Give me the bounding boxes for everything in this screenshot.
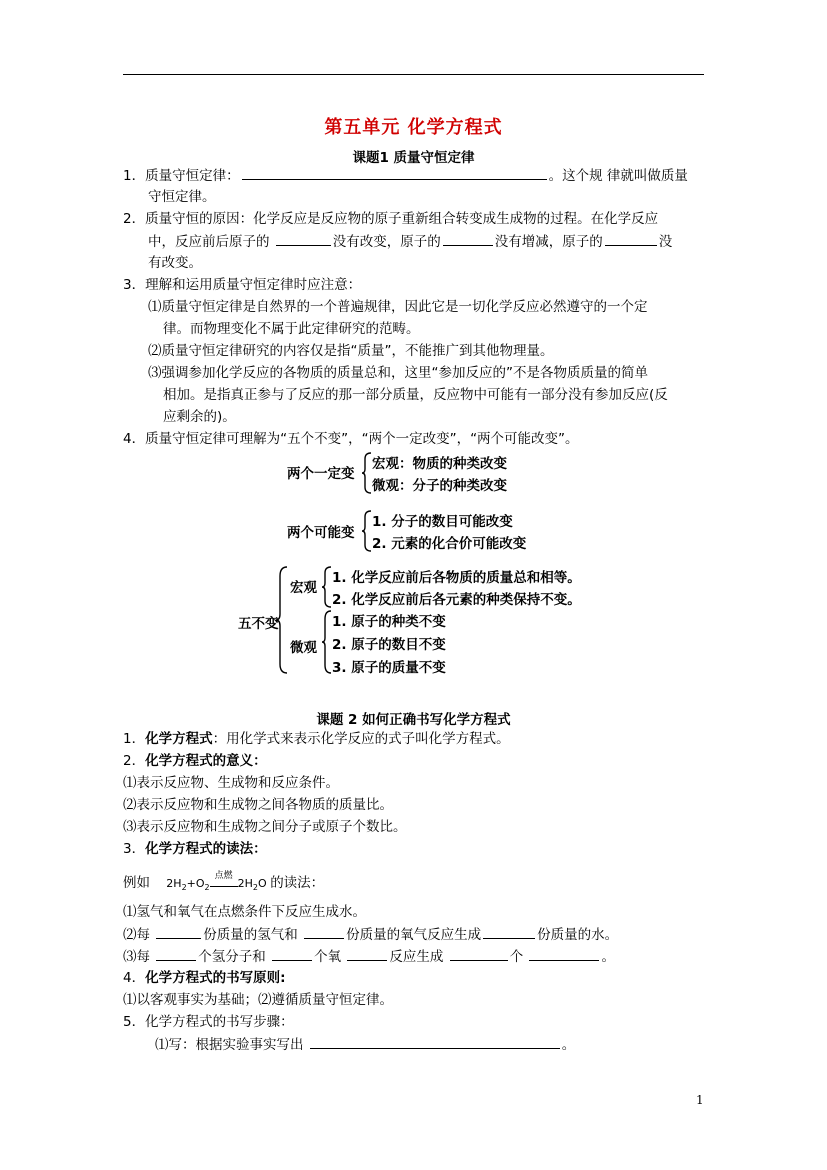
eq-part: O bbox=[258, 877, 267, 890]
unit-title: 第五单元 化学方程式 bbox=[324, 117, 503, 138]
text: ⑴写：根据实验事实写出 bbox=[155, 1037, 308, 1053]
item3-2: ⑵质量守恒定律研究的内容仅是指“质量”，不能推广到其他物理量。 bbox=[148, 343, 554, 359]
text: 份质量的水。 bbox=[537, 927, 619, 943]
l2-item2 bbox=[123, 751, 267, 771]
reaction-arrow bbox=[210, 871, 238, 887]
chemical-equation bbox=[166, 871, 270, 893]
eq-sub: 2 bbox=[204, 883, 210, 893]
must-change-item: 宏观：物质的种类改变 bbox=[372, 456, 507, 472]
item1-cont: 守恒定律。 bbox=[148, 189, 216, 205]
text: 1． bbox=[123, 731, 146, 747]
text: 3． bbox=[123, 841, 146, 857]
text: 2． bbox=[123, 753, 146, 769]
term: 化学方程式的书写原则: bbox=[145, 970, 286, 986]
micro-item: 2. 原子的数目不变 bbox=[332, 637, 446, 653]
fill-blank bbox=[483, 924, 535, 939]
text: 个氢分子和 bbox=[198, 949, 271, 965]
item1-line bbox=[123, 165, 688, 186]
text: 没 bbox=[658, 234, 673, 250]
item2-line3: 有改变。 bbox=[148, 255, 202, 271]
reading-2 bbox=[123, 924, 618, 945]
item3-3a: ⑶强调参加化学反应的各物质的质量总和，这里“参加反应的”不是各物质质量的简单 bbox=[148, 365, 648, 381]
may-change-item: 2. 元素的化合价可能改变 bbox=[372, 536, 527, 552]
micro-label: 微观 bbox=[290, 640, 317, 656]
text: 个氧 bbox=[314, 949, 346, 965]
meaning-3: ⑶表示反应物和生成物之间分子或原子个数比。 bbox=[123, 819, 407, 835]
must-change-label: 两个一定变 bbox=[287, 466, 355, 482]
brace-icon bbox=[362, 510, 372, 552]
item1-label: 1．质量守恒定律： bbox=[123, 168, 240, 184]
reaction-condition: 点燃 bbox=[214, 871, 233, 881]
brace-icon bbox=[322, 610, 332, 674]
page-number: 1 bbox=[696, 1093, 704, 1107]
five-unchanged-label: 五不变 bbox=[238, 616, 279, 632]
meaning-2: ⑵表示反应物和生成物之间各物质的质量比。 bbox=[123, 797, 393, 813]
may-change-label: 两个可能变 bbox=[287, 525, 355, 541]
item1-text: 。这个规 律就叫做质量 bbox=[548, 168, 688, 184]
fill-blank bbox=[605, 231, 657, 246]
eq-part: 2H bbox=[237, 877, 253, 890]
text: 的读法： bbox=[270, 875, 325, 891]
item3-3b: 相加。是指真正参与了反应的那一部分质量，反应物中可能有一部分没有参加反应(反 bbox=[163, 387, 668, 403]
l2-item4 bbox=[123, 968, 286, 988]
text: 。 bbox=[601, 949, 615, 965]
term: 化学方程式的读法： bbox=[145, 841, 267, 857]
l2-item3 bbox=[123, 839, 267, 859]
lesson2-heading: 课题 2 如何正确书写化学方程式 bbox=[316, 712, 511, 728]
step-1 bbox=[155, 1034, 575, 1055]
macro-item: 1. 化学反应前后各物质的质量总和相等。 bbox=[332, 570, 581, 586]
text: ：用化学式来表示化学反应的式子叫化学方程式。 bbox=[212, 731, 510, 747]
term: 化学方程式 bbox=[145, 731, 213, 747]
fill-blank bbox=[450, 946, 508, 961]
macro-item: 2. 化学反应前后各元素的种类保持不变。 bbox=[332, 592, 581, 608]
may-change-item: 1. 分子的数目可能改变 bbox=[372, 514, 513, 530]
fill-blank bbox=[156, 924, 201, 939]
fill-blank bbox=[529, 946, 599, 961]
text: 4． bbox=[123, 970, 146, 986]
term: 化学方程式的意义： bbox=[145, 753, 267, 769]
l2-item1 bbox=[123, 729, 510, 749]
item4-line: 4．质量守恒定律可理解为“五个不变”，“两个一定改变”，“两个可能改变”。 bbox=[123, 431, 579, 447]
text: 份质量的氢气和 bbox=[203, 927, 303, 943]
item3-1b: 律。而物理变化不属于此定律研究的范畴。 bbox=[163, 321, 420, 337]
reading-3 bbox=[123, 946, 615, 967]
micro-item: 3. 原子的质量不变 bbox=[332, 660, 446, 676]
fill-blank bbox=[242, 165, 547, 180]
text: 反应生成 bbox=[389, 949, 448, 965]
text: 例如 bbox=[123, 875, 150, 891]
text: 没有增减，原子的 bbox=[494, 234, 603, 250]
fill-blank bbox=[347, 946, 387, 961]
eq-part: 2H bbox=[166, 877, 182, 890]
fill-blank bbox=[272, 946, 312, 961]
header-rule bbox=[123, 74, 704, 75]
brace-icon bbox=[362, 452, 372, 494]
eq-sub: 2 bbox=[252, 883, 259, 893]
brace-icon bbox=[276, 566, 288, 674]
example-line bbox=[123, 873, 324, 898]
fill-blank bbox=[304, 924, 344, 939]
text: 。 bbox=[561, 1037, 576, 1053]
text: 个 bbox=[509, 949, 528, 965]
brace-icon bbox=[322, 566, 332, 608]
text: ⑶每 bbox=[123, 949, 155, 965]
item3-1a: ⑴质量守恒定律是自然界的一个普遍规律，因此它是一切化学反应必然遵守的一个定 bbox=[148, 299, 648, 315]
macro-label: 宏观 bbox=[290, 580, 317, 596]
eq-sub: 2 bbox=[181, 883, 187, 893]
must-change-item: 微观：分子的种类改变 bbox=[372, 478, 507, 494]
fill-blank bbox=[276, 231, 331, 246]
reading-1: ⑴氢气和氧气在点燃条件下反应生成水。 bbox=[123, 904, 366, 920]
micro-item: 1. 原子的种类不变 bbox=[332, 614, 446, 630]
item2-line2 bbox=[148, 231, 672, 252]
item3-3c: 应剩余的)。 bbox=[163, 409, 236, 425]
fill-blank bbox=[156, 946, 196, 961]
text: 份质量的氧气反应生成 bbox=[346, 927, 482, 943]
principles: ⑴以客观事实为基础；⑵遵循质量守恒定律。 bbox=[123, 992, 393, 1008]
item3-line: 3．理解和运用质量守恒定律时应注意： bbox=[123, 277, 362, 293]
lesson1-heading: 课题1 质量守恒定律 bbox=[352, 150, 475, 166]
item2-line: 2．质量守恒的原因：化学反应是反应物的原子重新组合转变成生成物的过程。在化学反应 bbox=[123, 211, 659, 227]
arrow-line bbox=[210, 886, 238, 887]
text: 没有改变，原子的 bbox=[332, 234, 441, 250]
fill-blank bbox=[443, 231, 493, 246]
text: ⑵每 bbox=[123, 927, 155, 943]
text: 中，反应前后原子的 bbox=[148, 234, 274, 250]
l2-item5: 5．化学方程式的书写步骤： bbox=[123, 1014, 294, 1030]
meaning-1: ⑴表示反应物、生成物和反应条件。 bbox=[123, 775, 339, 791]
eq-part: +O bbox=[186, 877, 205, 890]
fill-blank bbox=[310, 1034, 560, 1049]
